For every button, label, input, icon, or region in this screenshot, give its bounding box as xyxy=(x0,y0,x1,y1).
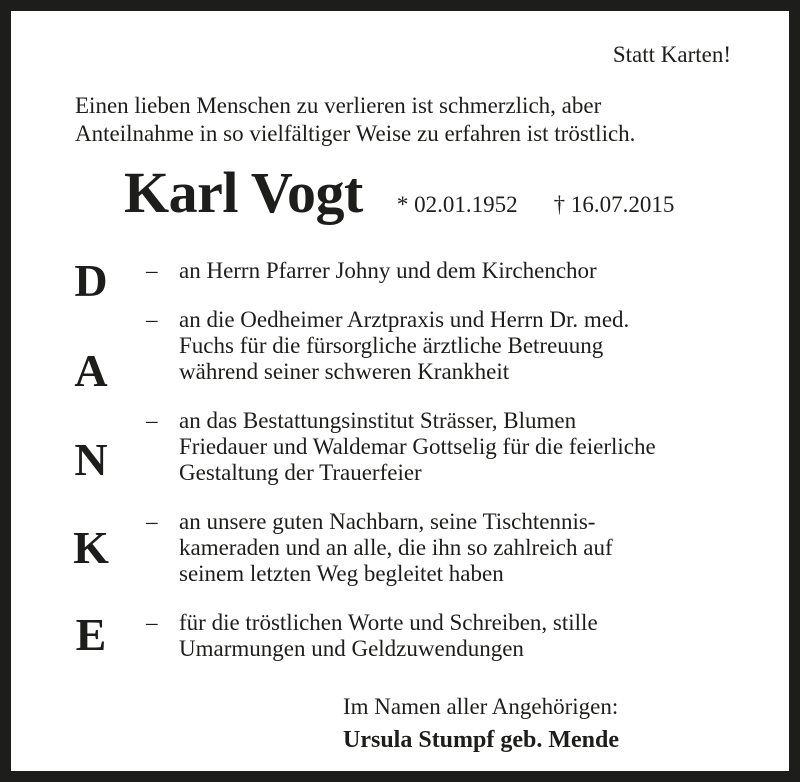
intro-line: Einen lieben Menschen zu verlieren ist schmerzlich, aber xyxy=(75,93,602,118)
intro-line: Anteilnahme in so vielfältiger Weise zu erfahren ist tröstlich. xyxy=(75,121,636,146)
thanks-item-nachbarn xyxy=(146,509,766,587)
thanks-list xyxy=(146,258,766,685)
danke-letter-k: K xyxy=(73,522,109,573)
thanks-item-text xyxy=(179,408,656,486)
closing-block xyxy=(343,694,619,753)
danke-letter-e: E xyxy=(75,609,107,660)
thanks-item-line: Fuchs für die fürsorgliche ärztliche Betreuung xyxy=(179,333,604,358)
thanks-item-pfarrer xyxy=(146,258,766,284)
statt-karten-note: Statt Karten! xyxy=(612,42,731,67)
thanks-item-text xyxy=(179,610,598,662)
thanks-item-line: Gestaltung der Trauerfeier xyxy=(179,460,422,485)
dash-bullet: – xyxy=(146,408,158,433)
death-date: † 16.07.2015 xyxy=(553,192,675,217)
thanks-item-arztpraxis xyxy=(146,307,766,385)
dash-bullet: – xyxy=(146,610,158,635)
thanks-item-line: Friedauer und Waldemar Gottselig für die feierliche xyxy=(179,434,656,459)
deceased-name: Karl Vogt xyxy=(124,160,363,225)
dash-bullet: – xyxy=(146,509,158,534)
thanks-item-text xyxy=(179,258,597,284)
thanks-item-line: kameraden und an alle, die ihn so zahlreich auf xyxy=(179,535,613,560)
intro-text xyxy=(75,92,635,148)
thanks-item-line: Umarmungen und Geldzuwendungen xyxy=(179,636,524,661)
dash-bullet: – xyxy=(146,307,158,332)
birth-date: * 02.01.1952 xyxy=(396,192,518,217)
thanks-item-line: an die Oedheimer Arztpraxis und Herrn Dr. med. xyxy=(179,307,630,332)
danke-letter-n: N xyxy=(74,434,108,485)
thanks-item-bestattungsinstitut xyxy=(146,408,766,486)
thanks-item-line: für die tröstlichen Worte und Schreiben, stille xyxy=(179,610,598,635)
thanks-item-line: an Herrn Pfarrer Johny und dem Kirchenchor xyxy=(179,258,597,283)
thanks-item-line: seinem letzten Weg begleitet haben xyxy=(179,561,504,586)
thanks-item-text xyxy=(179,307,629,385)
danke-letter-a: A xyxy=(74,345,108,396)
thanks-item-line: an unsere guten Nachbarn, seine Tischtennis- xyxy=(179,509,596,534)
signature-name: Ursula Stumpf geb. Mende xyxy=(343,727,620,753)
danke-letter-d: D xyxy=(74,255,108,306)
thanks-item-line: an das Bestattungsinstitut Strässer, Blumen xyxy=(179,408,577,433)
thanks-item-worte xyxy=(146,610,766,662)
on-behalf-text: Im Namen aller Angehörigen: xyxy=(343,694,619,719)
dash-bullet: – xyxy=(146,258,158,283)
deceased-header xyxy=(124,160,675,225)
thanks-item-text xyxy=(179,509,613,587)
thanks-item-line: während seiner schweren Krankheit xyxy=(179,359,510,384)
